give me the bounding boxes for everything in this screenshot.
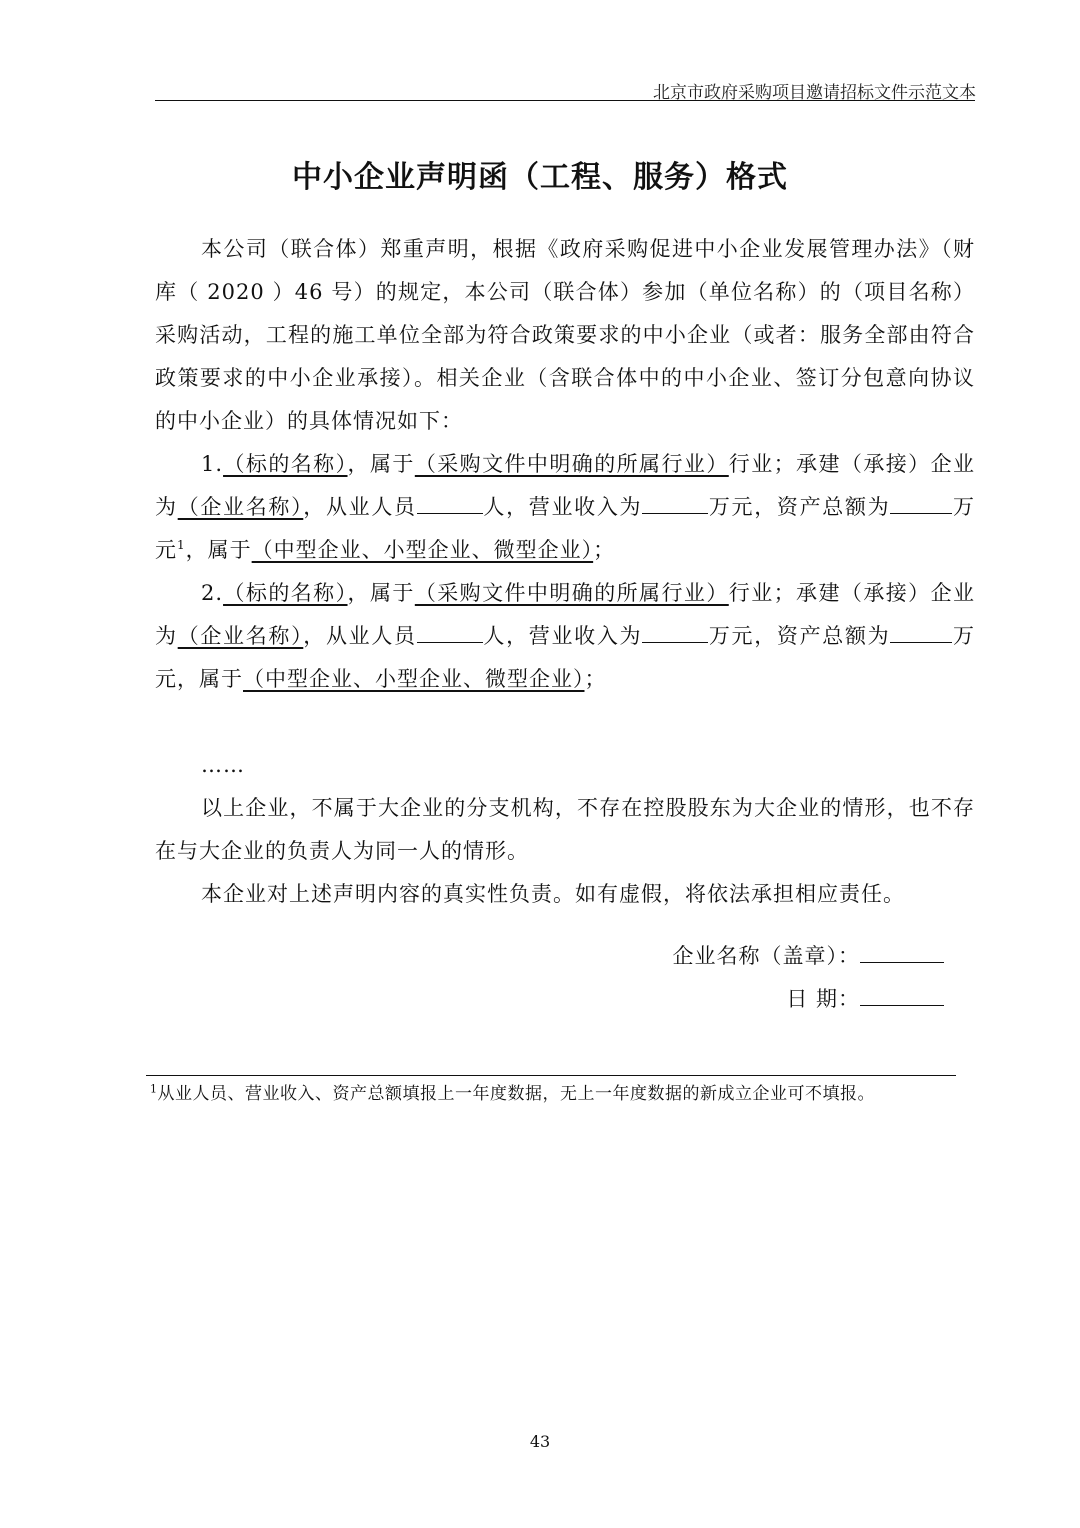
statement-responsibility: 本企业对上述声明内容的真实性负责。如有虚假，将依法承担相应责任。 — [201, 882, 905, 906]
item-1-text-e: 万元，资产总额为 — [708, 495, 891, 519]
spacer — [155, 701, 975, 744]
item-2-subject: （标的名称） — [223, 581, 348, 605]
page-title: 中小企业声明函（工程、服务）格式 — [292, 160, 788, 195]
page-number: 43 — [529, 1432, 551, 1451]
statement-no-large-enterprise: 以上企业，不属于大企业的分支机构，不存在控股股东为大企业的情形，也不存在与大企业的负责人为同一人的情形。 — [155, 796, 975, 863]
item-1-subject: （标的名称） — [223, 452, 348, 476]
item-2-text-h: ； — [584, 667, 607, 691]
item-2-text-g: ，属于 — [177, 667, 243, 691]
date-blank[interactable] — [860, 983, 944, 1006]
item-1-number: 1. — [201, 452, 224, 476]
item-1-text-a: ，属于 — [347, 452, 415, 476]
item-1-text-f: 万元 — [155, 495, 976, 562]
item-1-revenue-blank[interactable] — [642, 491, 708, 514]
item-1-text-b: 行业；承建（承接）企业为 — [155, 452, 976, 519]
item-1 — [155, 443, 975, 572]
header-rule — [155, 100, 975, 101]
intro-paragraph: 本公司（联合体）郑重声明，根据《政府采购促进中小企业发展管理办法》（财库（ 2020 ）46 号）的规定，本公司（联合体）参加（单位名称）的（项目名称）采购活动，工程的施工单位全部为符合政策要求的中小企业（或者：服务全部由符合政策要求的中小企业承接）。相关企业（含联合体中的中小企业、签订分包意向协议的中小企业）的具体情况如下： — [155, 237, 975, 433]
item-2-text-a: ，属于 — [347, 581, 415, 605]
signature-company — [673, 940, 945, 970]
item-2-industry: （采购文件中明确的所属行业） — [414, 581, 729, 605]
item-2-number: 2. — [201, 581, 224, 605]
item-2-assets-blank[interactable] — [890, 620, 952, 643]
footnote — [150, 1079, 875, 1104]
item-2-company: （企业名称） — [177, 624, 304, 648]
running-header: 北京市政府采购项目邀请招标文件示范文本 — [653, 83, 976, 103]
item-2-text-f: 万元 — [155, 624, 976, 691]
company-seal-blank[interactable] — [860, 940, 944, 963]
item-2-text-b: 行业；承建（承接）企业为 — [155, 581, 976, 648]
item-1-text-d: 人，营业收入为 — [482, 495, 643, 519]
item-2 — [155, 572, 975, 701]
item-2-staff-blank[interactable] — [417, 620, 483, 643]
item-1-company: （企业名称） — [177, 495, 304, 519]
signature-date — [786, 983, 944, 1013]
footnote-mark: 1 — [150, 1082, 158, 1096]
item-2-revenue-blank[interactable] — [642, 620, 708, 643]
item-1-staff-blank[interactable] — [417, 491, 483, 514]
footnote-ref: 1 — [177, 538, 186, 552]
date-label: 日 期： — [786, 987, 860, 1011]
footnote-text: 从业人员、营业收入、资产总额填报上一年度数据，无上一年度数据的新成立企业可不填报。 — [157, 1084, 875, 1104]
item-2-size: （中型企业、小型企业、微型企业） — [243, 667, 585, 691]
item-1-assets-blank[interactable] — [890, 491, 952, 514]
item-1-text-c: ，从业人员 — [303, 495, 417, 519]
item-2-text-c: ，从业人员 — [303, 624, 417, 648]
item-2-text-d: 人，营业收入为 — [482, 624, 643, 648]
item-1-size: （中型企业、小型企业、微型企业） — [251, 538, 594, 562]
document-body — [155, 228, 975, 916]
item-2-text-e: 万元，资产总额为 — [708, 624, 891, 648]
footnote-rule — [146, 1075, 956, 1076]
item-1-text-g: ，属于 — [185, 538, 252, 562]
company-seal-label: 企业名称（盖章）： — [672, 944, 860, 968]
item-1-industry: （采购文件中明确的所属行业） — [414, 452, 729, 476]
ellipsis: …… — [201, 753, 245, 777]
item-1-text-h: ； — [593, 538, 616, 562]
